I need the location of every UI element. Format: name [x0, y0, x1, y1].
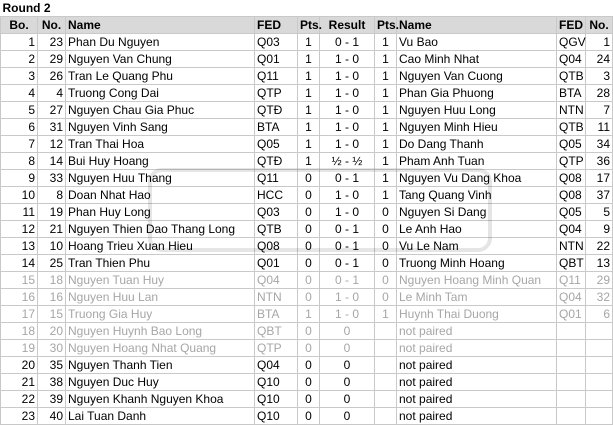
table-row [1, 323, 613, 340]
cell-result[interactable]: 0 [320, 374, 375, 391]
cell-black-points[interactable]: 0 [375, 221, 397, 238]
cell-board[interactable]: 23 [1, 408, 38, 425]
cell-white-points[interactable]: 0 [298, 221, 320, 238]
cell-white-number[interactable]: 35 [38, 357, 66, 374]
table-row [1, 306, 613, 323]
cell-black-name[interactable]: Phan Gia Phuong [397, 85, 557, 102]
cell-white-name[interactable]: Phan Du Nguyen [66, 34, 255, 51]
cell-black-number[interactable] [586, 374, 613, 391]
cell-black-points[interactable]: 1 [375, 306, 397, 323]
cell-white-points[interactable]: 0 [298, 238, 320, 255]
cell-white-points[interactable]: 0 [298, 187, 320, 204]
cell-black-fed[interactable]: QBT [557, 255, 586, 272]
cell-black-points[interactable]: 0 [375, 204, 397, 221]
cell-black-fed[interactable] [557, 323, 586, 340]
cell-white-points[interactable]: 0 [298, 255, 320, 272]
cell-result[interactable]: 1 - 0 [320, 68, 375, 85]
cell-white-number[interactable]: 21 [38, 221, 66, 238]
cell-white-number[interactable]: 15 [38, 306, 66, 323]
cell-white-number[interactable]: 33 [38, 170, 66, 187]
cell-black-fed[interactable] [557, 374, 586, 391]
cell-board[interactable]: 6 [1, 119, 38, 136]
cell-white-number[interactable]: 25 [38, 255, 66, 272]
cell-black-fed[interactable]: Q04 [557, 221, 586, 238]
cell-white-points[interactable]: 0 [298, 272, 320, 289]
cell-white-points[interactable]: 1 [298, 51, 320, 68]
table-row [1, 51, 613, 68]
cell-black-number[interactable]: 37 [586, 187, 613, 204]
cell-result[interactable]: 0 - 1 [320, 170, 375, 187]
cell-white-fed[interactable]: Q01 [255, 51, 298, 68]
cell-white-points[interactable]: 0 [298, 204, 320, 221]
cell-black-name[interactable]: Nguyen Minh Hieu [397, 119, 557, 136]
header-number[interactable]: No. [38, 17, 66, 34]
cell-white-number[interactable]: 18 [38, 272, 66, 289]
cell-white-fed[interactable]: Q04 [255, 272, 298, 289]
cell-white-fed[interactable]: NTN [255, 289, 298, 306]
cell-board[interactable]: 1 [1, 34, 38, 51]
cell-result[interactable]: 1 - 0 [320, 51, 375, 68]
cell-black-fed[interactable]: Q11 [557, 272, 586, 289]
cell-black-number[interactable]: 1 [586, 34, 613, 51]
cell-black-fed[interactable]: BTA [557, 85, 586, 102]
cell-white-fed[interactable]: Q03 [255, 34, 298, 51]
cell-board[interactable]: 20 [1, 357, 38, 374]
cell-black-name[interactable]: not paired [397, 374, 557, 391]
cell-white-name[interactable]: Nguyen Huu Thang [66, 170, 255, 187]
cell-black-name[interactable]: Huynh Thai Duong [397, 306, 557, 323]
header-black-name[interactable]: Name [397, 17, 557, 34]
cell-black-points[interactable]: 1 [375, 187, 397, 204]
table-row [1, 408, 613, 425]
cell-black-number[interactable]: 3 [586, 68, 613, 85]
header-row [1, 17, 613, 34]
cell-black-name[interactable]: Le Anh Hao [397, 221, 557, 238]
cell-white-name[interactable]: Hoang Trieu Xuan Hieu [66, 238, 255, 255]
table-row [1, 272, 613, 289]
cell-board[interactable]: 14 [1, 255, 38, 272]
cell-black-number[interactable] [586, 357, 613, 374]
table-row [1, 255, 613, 272]
table-row [1, 68, 613, 85]
cell-black-points[interactable]: 1 [375, 136, 397, 153]
cell-white-number[interactable]: 16 [38, 289, 66, 306]
cell-black-name[interactable]: Nguyen Vu Dang Khoa [397, 170, 557, 187]
cell-black-fed[interactable] [557, 357, 586, 374]
cell-board[interactable]: 4 [1, 85, 38, 102]
header-black-number[interactable]: No. [586, 17, 613, 34]
header-white-points[interactable]: Pts. [298, 17, 320, 34]
cell-board[interactable]: 9 [1, 170, 38, 187]
table-row [1, 34, 613, 51]
cell-white-fed[interactable]: BTA [255, 306, 298, 323]
cell-black-number[interactable]: 9 [586, 221, 613, 238]
cell-white-points[interactable]: 1 [298, 306, 320, 323]
cell-black-fed[interactable]: Q08 [557, 170, 586, 187]
cell-black-points[interactable]: 1 [375, 68, 397, 85]
cell-white-number[interactable]: 30 [38, 340, 66, 357]
cell-board[interactable]: 11 [1, 204, 38, 221]
table-row [1, 85, 613, 102]
cell-result[interactable]: 1 - 0 [320, 289, 375, 306]
cell-black-fed[interactable]: Q04 [557, 289, 586, 306]
cell-black-fed[interactable]: Q08 [557, 187, 586, 204]
table-row [1, 136, 613, 153]
cell-white-number[interactable]: 4 [38, 85, 66, 102]
cell-black-points[interactable]: 0 [375, 255, 397, 272]
cell-white-points[interactable]: 1 [298, 68, 320, 85]
cell-black-number[interactable] [586, 391, 613, 408]
cell-white-name[interactable]: Truong Cong Dai [66, 85, 255, 102]
cell-white-points[interactable]: 0 [298, 408, 320, 425]
cell-black-points[interactable]: 0 [375, 238, 397, 255]
table-row [1, 153, 613, 170]
header-black-points[interactable]: Pts. [375, 17, 397, 34]
cell-result[interactable]: 0 - 1 [320, 272, 375, 289]
cell-black-points[interactable] [375, 391, 397, 408]
cell-white-number[interactable]: 8 [38, 187, 66, 204]
cell-result[interactable]: 0 [320, 340, 375, 357]
cell-white-points[interactable]: 1 [298, 119, 320, 136]
cell-result[interactable]: ½ - ½ [320, 153, 375, 170]
cell-white-name[interactable]: Nguyen Van Chung [66, 51, 255, 68]
cell-black-points[interactable]: 1 [375, 119, 397, 136]
cell-white-number[interactable]: 23 [38, 34, 66, 51]
cell-white-number[interactable]: 29 [38, 51, 66, 68]
cell-white-fed[interactable]: QTP [255, 340, 298, 357]
cell-black-name[interactable]: not paired [397, 323, 557, 340]
cell-black-points[interactable]: 0 [375, 272, 397, 289]
cell-black-points[interactable]: 1 [375, 85, 397, 102]
cell-black-name[interactable]: Cao Minh Nhat [397, 51, 557, 68]
cell-black-number[interactable] [586, 340, 613, 357]
cell-result[interactable]: 1 - 0 [320, 119, 375, 136]
cell-white-fed[interactable]: QTĐ [255, 102, 298, 119]
cell-white-name[interactable]: Nguyen Tuan Huy [66, 272, 255, 289]
cell-black-name[interactable]: not paired [397, 357, 557, 374]
cell-white-name[interactable]: Tran Thai Hoa [66, 136, 255, 153]
cell-result[interactable]: 1 - 0 [320, 102, 375, 119]
cell-result[interactable]: 0 [320, 323, 375, 340]
cell-black-name[interactable]: Nguyen Huu Long [397, 102, 557, 119]
header-result[interactable]: Result [320, 17, 375, 34]
cell-white-name[interactable]: Doan Nhat Hao [66, 187, 255, 204]
table-row [1, 204, 613, 221]
cell-white-name[interactable]: Nguyen Khanh Nguyen Khoa [66, 391, 255, 408]
cell-black-number[interactable]: 28 [586, 85, 613, 102]
header-white-name[interactable]: Name [66, 17, 255, 34]
cell-white-number[interactable]: 38 [38, 374, 66, 391]
header-board[interactable]: Bo. [1, 17, 38, 34]
cell-black-number[interactable] [586, 408, 613, 425]
cell-white-name[interactable]: Phan Huy Long [66, 204, 255, 221]
cell-black-fed[interactable]: NTN [557, 102, 586, 119]
cell-board[interactable]: 15 [1, 272, 38, 289]
table-row [1, 391, 613, 408]
cell-black-number[interactable]: 22 [586, 238, 613, 255]
cell-white-name[interactable]: Tran Le Quang Phu [66, 68, 255, 85]
cell-black-fed[interactable]: QTB [557, 68, 586, 85]
cell-black-name[interactable]: Nguyen Si Dang [397, 204, 557, 221]
cell-result[interactable]: 0 - 1 [320, 255, 375, 272]
cell-white-fed[interactable]: Q05 [255, 136, 298, 153]
cell-white-fed[interactable]: Q10 [255, 408, 298, 425]
cell-white-fed[interactable]: Q01 [255, 255, 298, 272]
cell-black-fed[interactable] [557, 408, 586, 425]
cell-black-number[interactable]: 13 [586, 255, 613, 272]
cell-white-number[interactable]: 31 [38, 119, 66, 136]
cell-result[interactable]: 1 - 0 [320, 306, 375, 323]
header-black-fed[interactable]: FED [557, 17, 586, 34]
cell-white-fed[interactable]: Q11 [255, 170, 298, 187]
cell-white-name[interactable]: Truong Gia Huy [66, 306, 255, 323]
cell-black-name[interactable]: Do Dang Thanh [397, 136, 557, 153]
cell-white-number[interactable]: 39 [38, 391, 66, 408]
cell-black-name[interactable]: Vu Le Nam [397, 238, 557, 255]
cell-black-name[interactable]: Le Minh Tam [397, 289, 557, 306]
cell-white-name[interactable]: Nguyen Thanh Tien [66, 357, 255, 374]
cell-white-name[interactable]: Nguyen Duc Huy [66, 374, 255, 391]
cell-black-number[interactable]: 32 [586, 289, 613, 306]
cell-black-number[interactable] [586, 323, 613, 340]
table-row [1, 102, 613, 119]
cell-black-fed[interactable]: QGV [557, 34, 586, 51]
cell-white-number[interactable]: 40 [38, 408, 66, 425]
cell-black-name[interactable]: Nguyen Hoang Minh Quan [397, 272, 557, 289]
cell-board[interactable]: 7 [1, 136, 38, 153]
cell-white-name[interactable]: Lai Tuan Danh [66, 408, 255, 425]
cell-white-points[interactable]: 1 [298, 34, 320, 51]
cell-white-fed[interactable]: QTB [255, 221, 298, 238]
cell-white-name[interactable]: Nguyen Chau Gia Phuc [66, 102, 255, 119]
cell-black-number[interactable]: 24 [586, 51, 613, 68]
table-row [1, 374, 613, 391]
cell-black-fed[interactable] [557, 340, 586, 357]
cell-white-number[interactable]: 19 [38, 204, 66, 221]
cell-board[interactable]: 2 [1, 51, 38, 68]
cell-white-fed[interactable]: Q11 [255, 68, 298, 85]
cell-white-points[interactable]: 0 [298, 357, 320, 374]
cell-black-points[interactable] [375, 374, 397, 391]
cell-white-fed[interactable]: Q10 [255, 391, 298, 408]
cell-black-name[interactable]: Nguyen Van Cuong [397, 68, 557, 85]
cell-black-points[interactable] [375, 408, 397, 425]
cell-white-points[interactable]: 1 [298, 153, 320, 170]
cell-board[interactable]: 21 [1, 374, 38, 391]
cell-white-number[interactable]: 20 [38, 323, 66, 340]
cell-board[interactable]: 10 [1, 187, 38, 204]
cell-black-number[interactable]: 5 [586, 204, 613, 221]
cell-black-points[interactable]: 1 [375, 102, 397, 119]
cell-result[interactable]: 0 [320, 357, 375, 374]
cell-white-points[interactable]: 0 [298, 289, 320, 306]
cell-white-fed[interactable]: QTĐ [255, 153, 298, 170]
cell-black-name[interactable]: Truong Minh Hoang [397, 255, 557, 272]
table-row [1, 289, 613, 306]
cell-white-number[interactable]: 14 [38, 153, 66, 170]
cell-board[interactable]: 17 [1, 306, 38, 323]
cell-white-name[interactable]: Nguyen Thien Dao Thang Long [66, 221, 255, 238]
table-row [1, 187, 613, 204]
cell-black-points[interactable] [375, 357, 397, 374]
cell-white-points[interactable]: 0 [298, 391, 320, 408]
cell-result[interactable]: 1 - 0 [320, 136, 375, 153]
cell-board[interactable]: 3 [1, 68, 38, 85]
cell-black-points[interactable]: 1 [375, 51, 397, 68]
cell-black-name[interactable]: not paired [397, 391, 557, 408]
cell-black-number[interactable]: 36 [586, 153, 613, 170]
cell-result[interactable]: 0 [320, 408, 375, 425]
cell-black-name[interactable]: Vu Bao [397, 34, 557, 51]
cell-white-points[interactable]: 1 [298, 102, 320, 119]
cell-white-fed[interactable]: HCC [255, 187, 298, 204]
cell-white-number[interactable]: 10 [38, 238, 66, 255]
cell-black-number[interactable]: 17 [586, 170, 613, 187]
cell-white-fed[interactable]: Q03 [255, 204, 298, 221]
cell-board[interactable]: 22 [1, 391, 38, 408]
cell-white-name[interactable]: Nguyen Huynh Bao Long [66, 323, 255, 340]
cell-white-number[interactable]: 26 [38, 68, 66, 85]
cell-result[interactable]: 0 - 1 [320, 34, 375, 51]
cell-black-name[interactable]: Pham Anh Tuan [397, 153, 557, 170]
cell-black-name[interactable]: Tang Quang Vinh [397, 187, 557, 204]
round-title: Round 2 [1, 0, 66, 17]
cell-result[interactable]: 0 - 1 [320, 221, 375, 238]
title-row [1, 0, 613, 17]
cell-black-fed[interactable]: Q05 [557, 204, 586, 221]
cell-black-fed[interactable]: QTB [557, 119, 586, 136]
cell-white-fed[interactable]: BTA [255, 119, 298, 136]
cell-white-points[interactable]: 1 [298, 136, 320, 153]
cell-result[interactable]: 0 - 1 [320, 238, 375, 255]
cell-black-name[interactable]: not paired [397, 340, 557, 357]
cell-white-points[interactable]: 0 [298, 323, 320, 340]
cell-black-points[interactable] [375, 340, 397, 357]
table-row [1, 170, 613, 187]
cell-white-name[interactable]: Bui Huy Hoang [66, 153, 255, 170]
cell-black-name[interactable]: not paired [397, 408, 557, 425]
cell-white-fed[interactable]: QBT [255, 323, 298, 340]
cell-black-fed[interactable]: QTP [557, 153, 586, 170]
cell-white-points[interactable]: 0 [298, 374, 320, 391]
cell-black-points[interactable]: 1 [375, 170, 397, 187]
cell-black-fed[interactable]: Q01 [557, 306, 586, 323]
table-row [1, 238, 613, 255]
cell-black-number[interactable]: 7 [586, 102, 613, 119]
cell-result[interactable]: 1 - 0 [320, 187, 375, 204]
cell-white-name[interactable]: Nguyen Huu Lan [66, 289, 255, 306]
cell-black-number[interactable]: 6 [586, 306, 613, 323]
cell-black-number[interactable]: 34 [586, 136, 613, 153]
cell-white-fed[interactable]: QTP [255, 85, 298, 102]
cell-board[interactable]: 8 [1, 153, 38, 170]
cell-white-name[interactable]: Nguyen Hoang Nhat Quang [66, 340, 255, 357]
cell-board[interactable]: 13 [1, 238, 38, 255]
cell-black-fed[interactable] [557, 391, 586, 408]
cell-result[interactable]: 1 - 0 [320, 85, 375, 102]
cell-black-fed[interactable]: Q05 [557, 136, 586, 153]
cell-white-number[interactable]: 12 [38, 136, 66, 153]
cell-white-number[interactable]: 27 [38, 102, 66, 119]
cell-board[interactable]: 19 [1, 340, 38, 357]
cell-board[interactable]: 12 [1, 221, 38, 238]
cell-white-fed[interactable]: Q10 [255, 374, 298, 391]
header-white-fed[interactable]: FED [255, 17, 298, 34]
table-row [1, 119, 613, 136]
cell-board[interactable]: 5 [1, 102, 38, 119]
cell-white-fed[interactable]: Q08 [255, 238, 298, 255]
cell-board[interactable]: 18 [1, 323, 38, 340]
cell-black-fed[interactable]: Q04 [557, 51, 586, 68]
cell-result[interactable]: 1 - 0 [320, 204, 375, 221]
cell-black-points[interactable]: 1 [375, 153, 397, 170]
cell-white-fed[interactable]: Q04 [255, 357, 298, 374]
cell-black-points[interactable]: 1 [375, 34, 397, 51]
cell-black-fed[interactable]: NTN [557, 238, 586, 255]
cell-white-name[interactable]: Tran Thien Phu [66, 255, 255, 272]
cell-white-points[interactable]: 1 [298, 85, 320, 102]
cell-board[interactable]: 16 [1, 289, 38, 306]
cell-black-points[interactable] [375, 323, 397, 340]
cell-black-number[interactable]: 29 [586, 272, 613, 289]
cell-black-points[interactable]: 0 [375, 289, 397, 306]
table-row [1, 221, 613, 238]
table-row [1, 357, 613, 374]
cell-white-name[interactable]: Nguyen Vinh Sang [66, 119, 255, 136]
cell-white-points[interactable]: 0 [298, 340, 320, 357]
cell-result[interactable]: 0 [320, 391, 375, 408]
cell-white-points[interactable]: 0 [298, 170, 320, 187]
cell-black-number[interactable]: 11 [586, 119, 613, 136]
table-row [1, 340, 613, 357]
